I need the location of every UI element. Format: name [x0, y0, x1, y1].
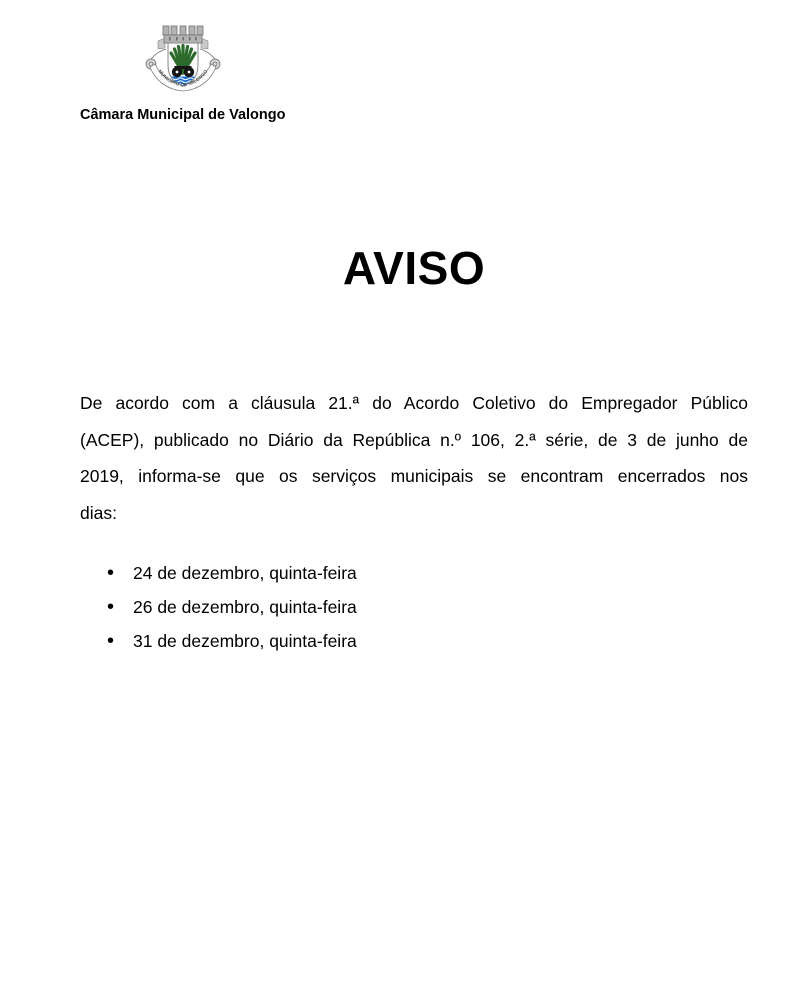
org-name: Câmara Municipal de Valongo: [80, 107, 286, 123]
closed-days-list: [80, 556, 640, 658]
body-line-2: (ACEP), publicado no Diário da República n.º 106, 2.ª série, de 3 de junho de: [80, 429, 748, 450]
crest-ribbon-text: MUNICÍPIO DE VALONGO: [157, 68, 209, 88]
list-item: • 31 de dezembro, quinta-feira: [80, 624, 640, 658]
page-title: AVISO: [342, 242, 486, 294]
body-line-4: dias:: [80, 502, 117, 523]
body-paragraph: [80, 385, 748, 531]
closed-days-section: [80, 556, 640, 658]
header-logo-block: [80, 15, 286, 123]
valongo-coat-of-arms-icon: [138, 15, 228, 101]
list-item: • 24 de dezembro, quinta-feira: [80, 556, 640, 590]
list-item: • 26 de dezembro, quinta-feira: [80, 590, 640, 624]
body-line-3: 2019, informa-se que os serviços municipais se encontram encerrados nos: [80, 466, 748, 487]
body-line-1: De acordo com a cláusula 21.ª do Acordo Coletivo do Empregador Público: [80, 393, 748, 413]
